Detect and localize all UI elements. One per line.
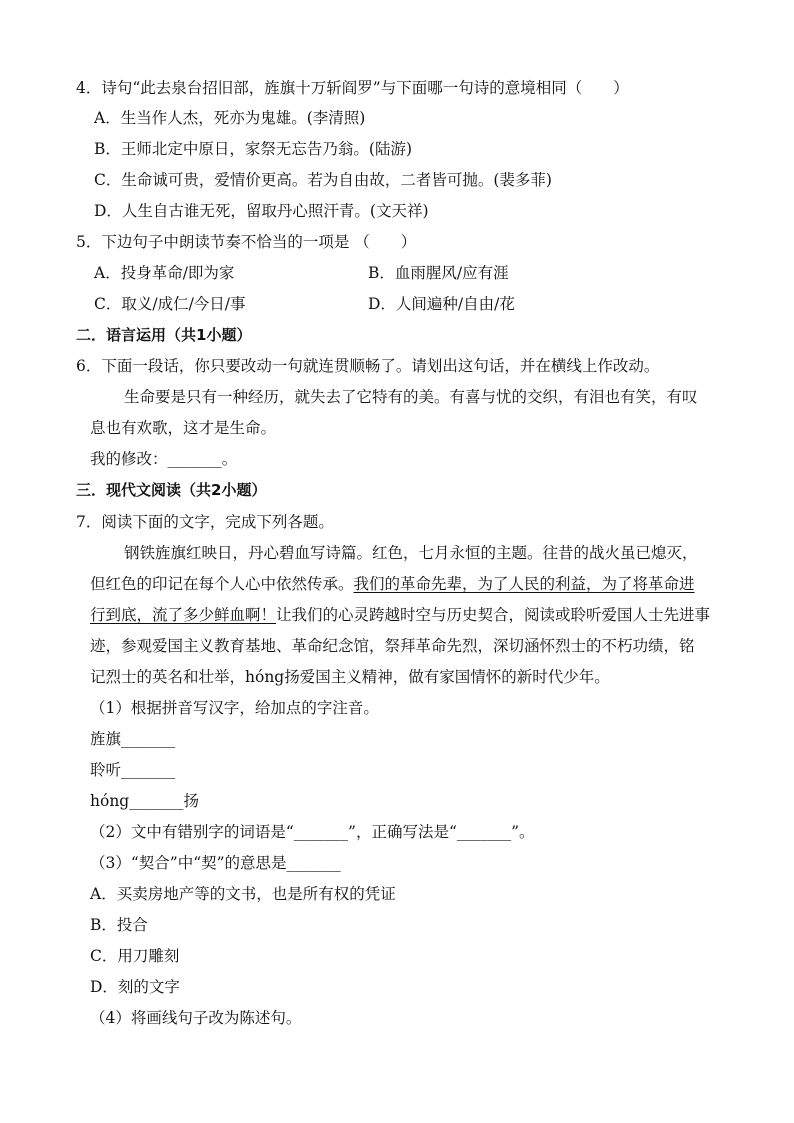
q7-passage-line-4: 迹，参观爱国主义教育基地、革命纪念馆，祭拜革命先烈，深切涵怀烈士的不朽功绩，铭 (90, 637, 695, 655)
q7-underlined-sentence-part-2: 行到底，流了多少鲜血啊！ (90, 606, 277, 624)
q4-option-d: D．人生自古谁无死，留取丹心照汗青。(文天祥) (94, 202, 429, 220)
q5-stem: 5．下边句子中朗读节奏不恰当的一项是 （ ） (76, 233, 417, 251)
q6-answer-line: 我的修改：_______。 (90, 450, 238, 468)
q7-passage-line-5: 记烈士的英名和壮举，hóng扬爱国主义精神，做有家国情怀的新时代少年。 (90, 668, 610, 686)
q5-option-d: D．人间遍种/自由/花 (368, 295, 515, 313)
q7-stem: 7．阅读下面的文字，完成下列各题。 (76, 513, 334, 531)
q6-passage-line-1: 生命要是只有一种经历，就失去了它特有的美。有喜与忧的交织，有泪也有笑，有叹 (124, 388, 698, 406)
q4-stem: 4．诗句“此去泉台招旧部，旌旗十万斩阎罗”与下面哪一句诗的意境相同（ ） (76, 79, 629, 97)
q7-passage-line-3 (90, 605, 710, 625)
q7-sub3: （3）“契合”中“契”的意思是_______ (90, 854, 341, 872)
q4-option-c: C．生命诚可贵，爱情价更高。若为自由故，二者皆可抛。(裴多菲) (94, 171, 552, 189)
q7-passage-line-2 (90, 574, 695, 594)
q5-option-a: A．投身革命/即为家 (94, 264, 235, 282)
q5-option-b: B．血雨腥风/应有涯 (368, 264, 509, 282)
q7-blank-hong: hóng_______扬 (90, 792, 199, 810)
section-heading-modern-reading: 三．现代文阅读（共2小题） (76, 481, 267, 499)
q7-blank-lingting: 聆听_______ (90, 761, 176, 779)
q7-sub3-option-c: C．用刀雕刻 (90, 947, 180, 965)
q7-blank-jingqi: 旌旗_______ (90, 730, 176, 748)
q7-underlined-sentence-part-1: 我们的革命先辈，为了人民的利益，为了将革命进 (353, 575, 695, 593)
q7-passage-line-1: 钢铁旌旗红映日，丹心碧血写诗篇。红色，七月永恒的主题。往昔的战火虽已熄灭， (124, 544, 698, 562)
q6-passage-line-2: 息也有欢歌，这才是生命。 (90, 419, 277, 437)
q4-option-a: A．生当作人杰，死亦为鬼雄。(李清照) (94, 109, 366, 127)
q7-sub3-option-b: B．投合 (90, 916, 148, 934)
q7-passage-line-2-text: 但红色的印记在每个人心中依然传承。 (90, 575, 354, 593)
section-heading-language-use: 二．语言运用（共1小题） (76, 326, 252, 344)
q7-sub3-option-d: D．刻的文字 (90, 978, 180, 996)
q4-option-b: B．王师北定中原日，家祭无忘告乃翁。(陆游) (94, 140, 412, 158)
q7-sub4: （4）将画线句子改为陈述句。 (90, 1009, 302, 1027)
q7-sub2: （2）文中有错别字的词语是“_______”，正确写法是“_______”。 (90, 823, 535, 841)
q5-option-c: C．取义/成仁/今日/事 (94, 295, 246, 313)
q6-stem: 6．下面一段话，你只要改动一句就连贯顺畅了。请划出这句话，并在横线上作改动。 (76, 357, 660, 375)
q7-passage-line-3-text: 让我们的心灵跨越时空与历史契合，阅读或聆听爱国人士先进事 (276, 606, 711, 624)
q7-sub1: （1）根据拼音写汉字，给加点的字注音。 (90, 699, 379, 717)
q7-sub3-option-a: A．买卖房地产等的文书，也是所有权的凭证 (90, 885, 396, 903)
